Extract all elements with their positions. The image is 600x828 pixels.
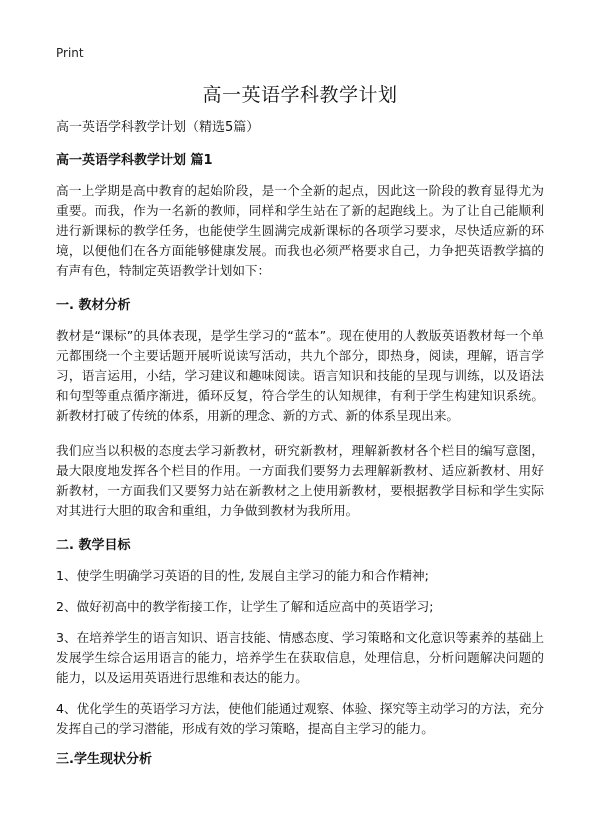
document-subtitle: 高一英语学科教学计划（精选5篇） (56, 120, 260, 135)
textbook-paragraph-1: 教材是“课标”的具体表现，是学生学习的“蓝本”。现在使用的人教版英语教材每一个单元都围绕一个主要话题开展听说读写活动，共九个部分，即热身，阅读，理解，语言学习，语言运用，小结，学习建议和趣味阅读。语言知识和技能的呈现与训练，以及语法和句型等重点循序渐进，循环反复，符合学生的认知规律，有利于学生构建知识系统。新教材打破了传统的体系，用新的理念、新的方式、新的体系呈现出来。 (56, 328, 544, 423)
goal-item-3: 3、在培养学生的语言知识、语言技能、情感态度、学习策略和文化意识等素养的基础上发展学生综合运用语言的能力，培养学生在获取信息，处理信息，分析问题解决问题的能力，以及运用英语进行思维和表达的能力。 (56, 630, 544, 685)
section-heading-textbook: 一. 教材分析 (56, 298, 131, 313)
intro-paragraph: 高一上学期是高中教育的起始阶段，是一个全新的起点，因此这一阶段的教育显得尤为重要。而我，作为一名新的教师，同样和学生站在了新的起跑线上。为了让自己能顺利进行新课标的教学任务，也能使学生圆满完成新课标的各项学习要求，尽快适应新的环境，以便他们在各方面能够健康发展。而我也必须严格要求自己，力争把英语教学搞的有声有色，特制定英语教学计划如下： (56, 183, 544, 278)
part-heading: 高一英语学科教学计划 篇1 (56, 153, 213, 168)
goal-item-1: 1、使学生明确学习英语的目的性, 发展自主学习的能力和合作精神; (56, 568, 429, 583)
document-body (56, 118, 544, 780)
section-heading-students: 三.学生现状分析 (56, 752, 152, 767)
section-heading-goals: 二. 教学目标 (56, 538, 131, 553)
page-title: 高一英语学科教学计划 (202, 84, 398, 106)
goal-item-2: 2、做好初高中的教学衔接工作，让学生了解和适应高中的英语学习; (56, 599, 434, 614)
goal-item-4: 4、优化学生的英语学习方法，使他们能通过观察、体验、探究等主动学习的方法，充分发挥自己的学习潜能，形成有效的学习策略，提高自主学习的能力。 (56, 701, 544, 736)
textbook-paragraph-2: 我们应当以积极的态度去学习新教材，研究新教材，理解新教材各个栏目的编写意图，最大限度地发挥各个栏目的作用。一方面我们要努力去理解新教材、适应新教材、用好新教材，一方面我们又要努力站在新教材之上使用新教材，要根据教学目标和学生实际对其进行大胆的取舍和重组，力争做到教材为我所用。 (56, 443, 544, 518)
print-link[interactable]: Print (56, 46, 84, 60)
